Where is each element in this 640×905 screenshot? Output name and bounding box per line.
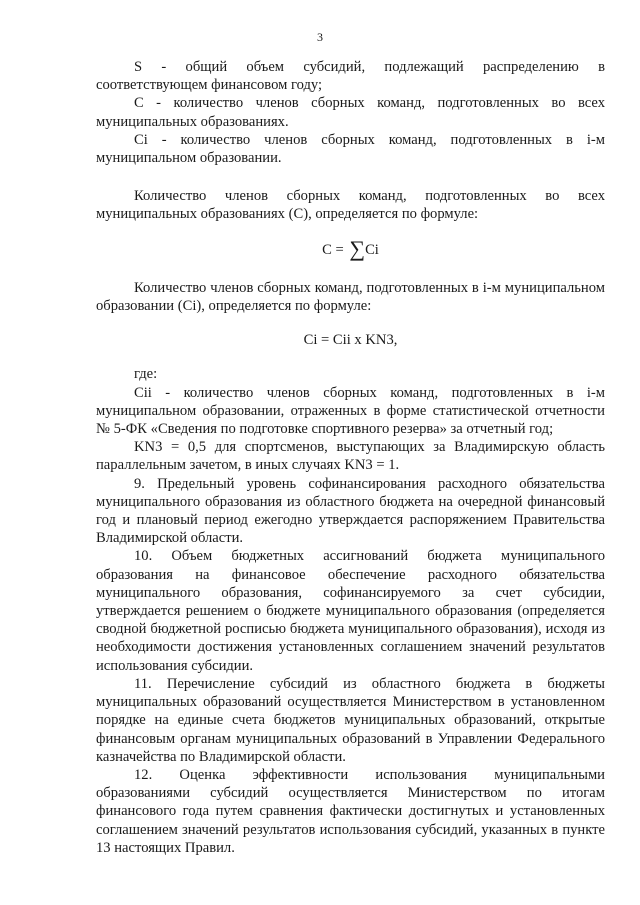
sum-symbol: ∑ (349, 235, 366, 261)
page-number: 3 (317, 30, 323, 44)
formula-c (96, 235, 605, 261)
paragraph-12: 12. Оценка эффективности использования муниципальными образованиями субсидий осуществляется Министерством по итогам финансового года путем сравнения фактически достигнутых и установленных соглашением значений результатов использования субсидий, указанных в пункте 13 настоящих Правил. (96, 766, 605, 856)
document-body (96, 58, 605, 857)
definition-kn3: KN3 = 0,5 для спортсменов, выступающих за Владимирскую область параллельным зачетом, в иных случаях KN3 = 1. (96, 439, 605, 474)
where-label: где: (134, 366, 158, 383)
c-formula-intro: Количество членов сборных команд, подготовленных во всех муниципальных образованиях (С), определяется по формуле: (96, 188, 605, 223)
definition-s: S - общий объем субсидий, подлежащий распределению в соответствующем финансовом году; (96, 59, 605, 94)
definition-ci: Сi - количество членов сборных команд, подготовленных в i-м муниципальном образовании. (96, 131, 605, 167)
paragraph-9: 9. Предельный уровень софинансирования расходного обязательства муниципального образования из областного бюджета на очередной финансовый год и плановый период ежегодно утверждается распоряжением Правительства Владимирской области. (96, 475, 605, 547)
formula-c-left: C = (322, 241, 344, 258)
definition-cii: Сii - количество членов сборных команд, подготовленных в i-м муниципальном образовании, отраженных в форме статистической отчетности № 5-ФК «Сведения по подготовке спортивного резерва» за отчетный год; (96, 384, 605, 438)
definition-c: С - количество членов сборных команд, подготовленных во всех муниципальных образованиях. (96, 95, 605, 130)
formula-c-right: Ci (365, 241, 379, 258)
paragraph-10: 10. Объем бюджетных ассигнований бюджета муниципального образования на финансовое обеспечение расходного обязательства муниципального образования, софинансируемого за счет субсидии, утверждается решением о бюджете муниципального образования (определяется сводной бюджетной росписью бюджета муниципального образования), исходя из необходимости достижения установленных соглашением значений результатов использования субсидии. (96, 548, 605, 674)
paragraph-11: 11. Перечисление субсидий из областного бюджета в бюджеты муниципальных образований осуществляется Министерством в установленном порядке на единые счета бюджетов муниципальных образований, открытые финансовым органам муниципальных образований в Управлении Федерального казначейства по Владимирской области. (96, 675, 605, 765)
ci-formula-intro: Количество членов сборных команд, подготовленных в i-м муниципальном образовании (Сi), определяется по формуле: (96, 279, 605, 315)
formula-ci: Ci = Cii x KN3, (303, 332, 398, 349)
